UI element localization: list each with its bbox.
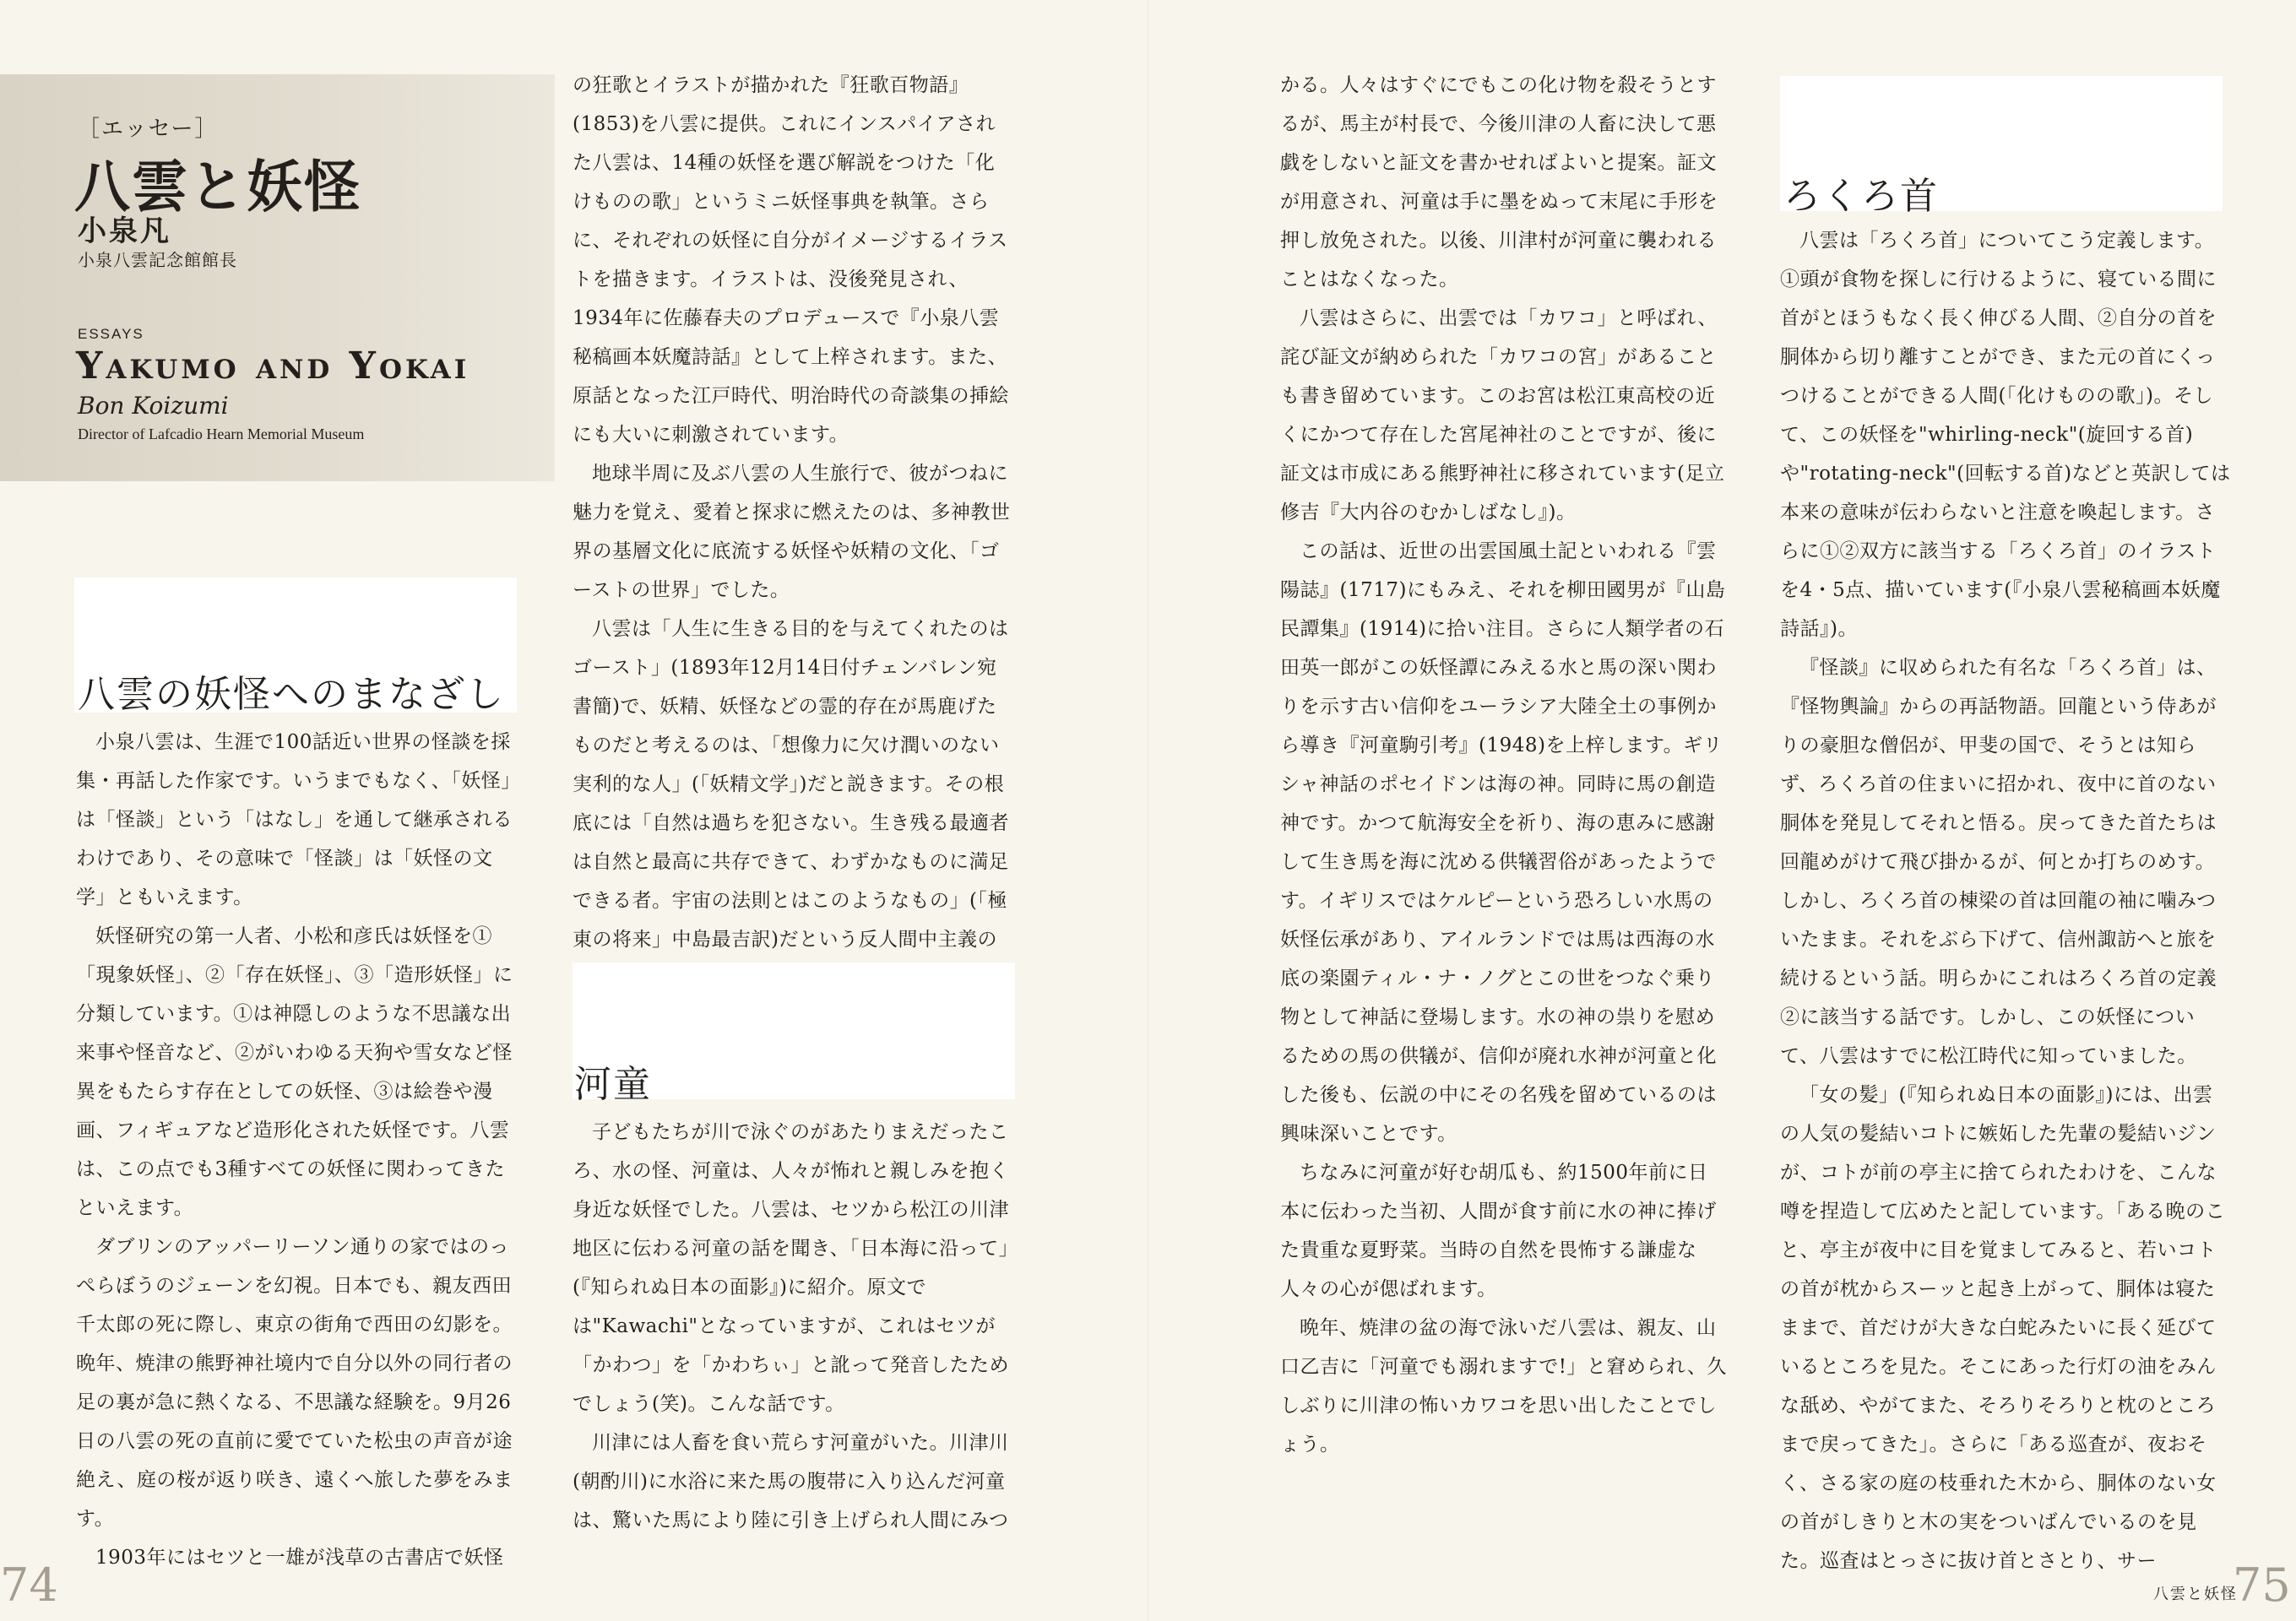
page-number-left: 74	[0, 1559, 58, 1612]
column-2-top	[573, 66, 1013, 998]
paragraph: 八雲はさらに、出雲では「カワコ」と呼ばれ、詫び証文が納められた「カワコの宮」があることも書き留めています。このお宮は松江東高校の近くにかつて存在した宮尾神社のことですが、後に証文は市成にある熊野神社に移されています(足立修吉『大内谷のむかしばなし』)。	[1280, 307, 1725, 523]
author-name-en: Bon Koizumi	[78, 392, 229, 420]
essay-title: 八雲と妖怪	[74, 154, 361, 220]
paragraph: 小泉八雲は、生涯で100話近い世界の怪談を採集・再話した作家です。いうまでもなく、「妖怪」は「怪談」という「はなし」を通して継承されるわけであり、その意味で「怪談」は「妖怪の文学」ともいえます。	[76, 731, 513, 908]
column-1	[76, 723, 515, 1577]
page-number-right: 75	[2233, 1559, 2291, 1612]
running-title: 八雲と妖怪	[2153, 1586, 2238, 1603]
author-affiliation: 小泉八雲記念館館長	[78, 250, 237, 270]
section-heading-gaze: 八雲の妖怪へのまなざし	[78, 673, 505, 716]
paragraph: 「女の髪」(『知られぬ日本の面影』)には、出雲の人気の髪結いコトに嫉妬した先輩の髪結いジンが、コトが前の亭主に捨てられたわけを、こんな噂を捏造して広めたと記しています。「ある晩のこと、亭主が夜中に目を覚ましてみると、若いコトの首が枕からスーッと起き上がって、胴体は寝たままで、首だけが大きな白蛇みたいに長く延びているところを見た。そこにあった行灯の油をみんな舐め、やがてまた、そろりそろりと枕のところまで戻ってきた」。さらに「ある巡査が、夜おそく、さる家の庭の枝垂れた木から、胴体のない女の首がしきりと木の実をついばんでいるのを見た。巡査はとっさに抜け首とさとり、サー	[1780, 1084, 2226, 1572]
column-4	[1780, 221, 2231, 1580]
essay-kicker: ［エッセー］	[78, 117, 219, 142]
paragraph: 子どもたちが川で泳ぐのがあたりまえだったころ、水の怪、河童は、人々が怖れと親しみを抱く身近な妖怪でした。八雲は、セツから松江の川津地区に伝わる河童の話を聞き、「日本海に沿って」(『知られぬ日本の面影』)に紹介。原文では"Kawachi"となっていますが、これはセツが「かわつ」を「かわちぃ」と訛って発音したためでしょう(笑)。こんな話です。	[573, 1121, 1009, 1415]
section-heading-rokurokubi: ろくろ首	[1783, 175, 1939, 218]
essays-label: ESSAYS	[78, 326, 144, 342]
paragraph: 八雲は「ろくろ首」についてこう定義します。①頭が食物を探しに行けるように、寝ている間に首がとほうもなく長く伸びる人間、②自分の首を胴体から切り離すことができ、また元の首にくっつけることができる人間(「化けものの歌」)。そして、この妖怪を"whirling-neck"(旋回する首)や"rotating-neck"(回転する首)などと英訳しては本来の意味が伝わらないと注意を喚起します。さらに①②双方に該当する「ろくろ首」のイラストを4・5点、描いています(『小泉八雲秘稿画本妖魔詩話』)。	[1780, 230, 2231, 640]
paragraph: 妖怪研究の第一人者、小松和彦氏は妖怪を①「現象妖怪」、②「存在妖怪」、③「造形妖怪」に分類しています。①は神隠しのような不思議な出来事や怪音など、②がいわゆる天狗や雪女など怪異をもたらす存在としての妖怪、③は絵巻や漫画、フィギュアなど造形化された妖怪です。八雲は、この点でも3種すべての妖怪に関わってきたといえます。	[76, 925, 513, 1219]
paragraph: この話は、近世の出雲国風土記といわれる『雲陽誌』(1717)にもみえ、それを柳田國男が『山島民譚集』(1914)に拾い注目。さらに人類学者の石田英一郎がこの妖怪譚にみえる水と馬の深い関わりを示す古い信仰をユーラシア大陸全土の事例から導き『河童駒引考』(1948)を上梓します。ギリシャ神話のポセイドンは海の神。同時に馬の創造神です。かつて航海安全を祈り、海の恵みに感謝して生き馬を海に沈める供犠習俗があったようです。イギリスではケルピーという恐ろしい水馬の妖怪伝承があり、アイルランドでは馬は西海の水底の楽園ティル・ナ・ノグとこの世をつなぐ乗り物として神話に登場します。水の神の祟りを慰めるための馬の供犠が、信仰が廃れ水神が河童と化した後も、伝説の中にその名残を留めているのは興味深いことです。	[1280, 540, 1726, 1145]
column-2-bottom	[573, 1113, 1013, 1540]
author-affiliation-en: Director of Lafcadio Hearn Memorial Museum	[78, 426, 365, 442]
author-name: 小泉凡	[78, 214, 171, 248]
essay-title-en: Yakumo and Yokai	[76, 344, 470, 388]
section-heading-kappa: 河童	[574, 1063, 652, 1106]
paragraph: 『怪談』に収められた有名な「ろくろ首」は、『怪物輿論』からの再話物語。回龍という侍あがりの豪胆な僧侶が、甲斐の国で、そうとは知らず、ろくろ首の住まいに招かれ、夜中に首のない胴体を発見してそれと悟る。戻ってきた首たちは回龍めがけて飛び掛かるが、何とか打ちのめす。しかし、ろくろ首の棟梁の首は回龍の袖に噛みついたまま。それをぶら下げて、信州諏訪へと旅を続けるという話。明らかにこれはろくろ首の定義②に該当する話です。しかし、この妖怪について、八雲はすでに松江時代に知っていました。	[1780, 657, 2217, 1067]
paragraph: 地球半周に及ぶ八雲の人生旅行で、彼がつねに魅力を覚え、愛着と探求に燃えたのは、多神教世界の基層文化に底流する妖怪や妖精の文化、「ゴーストの世界」でした。	[573, 463, 1011, 601]
paragraph: 晩年、焼津の盆の海で泳いだ八雲は、親友、山口乙吉に「河童でも溺れますで!」と窘められ、久しぶりに川津の怖いカワコを思い出したことでしょう。	[1280, 1317, 1727, 1456]
right-page	[1148, 0, 2296, 1621]
column-3	[1280, 66, 1728, 1464]
paragraph: 1903年にはセツと一雄が浅草の古書店で妖怪	[95, 1547, 504, 1569]
paragraph: ダブリンのアッパーリーソン通りの家ではのっぺらぼうのジェーンを幻視。日本でも、親友西田千太郎の死に際し、東京の街角で西田の幻影を。晩年、焼津の熊野神社境内で自分以外の同行者の足の裏が急に熱くなる、不思議な経験を。9月26日の八雲の死の直前に愛でていた松虫の声音が途絶え、庭の桜が返り咲き、遠くへ旅した夢をみます。	[76, 1236, 513, 1530]
paragraph: 八雲は「人生に生きる目的を与えてくれたのはゴースト」(1893年12月14日付チェンバレン宛書簡)で、妖精、妖怪などの霊的存在が馬鹿げたものだと考えるのは、「想像力に欠け潤いのない実利的な人」(「妖精文学」)だと説きます。その根底には「自然は過ちを犯さない。生き残る最適者は自然と最高に共存できて、わずかなものに満足できる者。宇宙の法則とはこのようなもの」(「極東の将来」中島最吉訳)だという反人間中主義の	[573, 618, 1009, 951]
paragraph: かる。人々はすぐにでもこの化け物を殺そうとするが、馬主が村長で、今後川津の人畜に決して悪戯をしないと証文を書かせればよいと提案。証文が用意され、河童は手に墨をぬって末尾に手形を押し放免された。以後、川津村が河童に襲われることはなくなった。	[1280, 74, 1718, 290]
paragraph: の狂歌とイラストが描かれた『狂歌百物語』(1853)を八雲に提供。これにインスパイアされた八雲は、14種の妖怪を選び解説をつけた「化けものの歌」というミニ妖怪事典を執筆。さらに、それぞれの妖怪に自分がイメージするイラストを描きます。イラストは、没後発見され、1934年に佐藤春夫のプロデュースで『小泉八雲秘稿画本妖魔詩話』として上梓されます。また、原話となった江戸時代、明治時代の奇談集の挿絵にも大いに刺激されています。	[573, 74, 1009, 446]
paragraph: 川津には人畜を食い荒らす河童がいた。川津川(朝酌川)に水浴に来た馬の腹帯に入り込んだ河童は、驚いた馬により陸に引き上げられ人間にみつ	[573, 1432, 1009, 1532]
paragraph: ちなみに河童が好む胡瓜も、約1500年前に日本に伝わった当初、人間が食す前に水の神に捧げた貴重な夏野菜。当時の自然を畏怖する謙虚な人々の心が偲ばれます。	[1280, 1162, 1717, 1300]
title-block	[0, 74, 555, 481]
